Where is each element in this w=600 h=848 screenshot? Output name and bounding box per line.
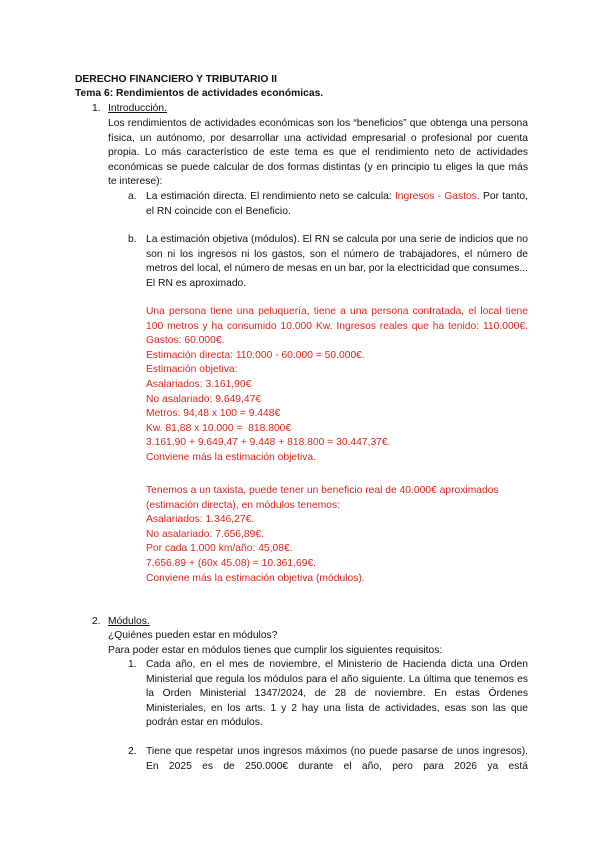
section-2-lead: Para poder estar en módulos tienes que cumplir los siguientes requisitos:: [108, 645, 443, 656]
example-1-employees: Asalariados: 3.161,90€: [146, 378, 252, 390]
example-1-direct-estimation: Estimación directa: 110.000 - 60.000 = 50.000€.: [146, 349, 365, 361]
example-1-meters: Metros: 94,48 x 100 = 9.448€: [146, 408, 281, 420]
example-2-non-employee: No asalariado: 7.656,89€.: [146, 528, 264, 540]
example-1: [146, 305, 528, 466]
item-a-marker: a.: [128, 191, 137, 202]
item-a-formula: Ingresos - Gastos.: [394, 191, 480, 202]
item-b-marker: b.: [128, 234, 137, 245]
example-1-statement: Una persona tiene una peluquería, tiene a una persona contratada, el local tiene 100 metros y ha consumido 10.000 Kw. Ingresos reales que ha tenido: 110.000€. Gastos: 60.000€.: [146, 306, 528, 347]
example-2-conclusion: Conviene más la estimación objetiva (módulos).: [146, 572, 365, 584]
document-title: DERECHO FINANCIERO Y TRIBUTARIO II: [75, 74, 277, 85]
item-b-text: La estimación objetiva (módulos). El RN se calcula por una serie de indicios que no son ni los ingresos ni los gastos, son el número de trabajadores, el número de metros del local, el número de mesas en un bar, por la electricidad que consumes... El RN es aproximado.: [146, 234, 528, 289]
example-1-conclusion: Conviene más la estimación objetiva.: [146, 451, 316, 463]
requirement-1-marker: 1.: [128, 659, 137, 670]
section-2-heading: Módulos.: [108, 616, 150, 627]
example-2-employees: Asalariados: 1.346,27€.: [146, 514, 255, 526]
requirement-2-marker: 2.: [128, 746, 137, 757]
section-1-number: 1.: [92, 103, 101, 114]
requirement-1-text: Cada año, en el mes de noviembre, el Ministerio de Hacienda dicta una Orden Ministerial que regula los módulos para el año siguiente. La última que tenemos es la Orden Ministerial 1347/2024, de 28 de noviembre. En estas Órdenes Ministeriales, en los arts. 1 y 2 hay una lista de actividades, esas son las que podrán estar en módulos.: [146, 659, 528, 729]
topic-title: Tema 6: Rendimientos de actividades económicas.: [75, 88, 324, 99]
item-a-text-after: Por tanto, el RN coincide con el Beneficio.: [146, 191, 528, 217]
section-2-question: ¿Quiénes pueden estar en módulos?: [108, 630, 278, 641]
example-2: [146, 484, 528, 586]
section-1-intro: Los rendimientos de actividades económicas son los “beneficios” que obtenga una persona física, un autónomo, por desarrollar una actividad empresarial o profesional por cuenta propia. Lo más característico de este tema es que el rendimiento neto de actividades económicas se puede calcular de dos formas distintas (y en principio tu eliges la que más te interese):: [108, 118, 528, 188]
section-2-number: 2.: [92, 616, 101, 627]
example-1-total: 3.161,90 + 9.649,47 + 9.448 + 818.800 = 30.447,37€.: [146, 437, 391, 449]
section-1-heading: Introducción.: [108, 103, 167, 114]
example-1-kw: Kw. 81,88 x 10.000 = 818.800€: [146, 422, 292, 434]
item-a-text: [146, 190, 528, 219]
example-1-objective-label: Estimación objetiva:: [146, 364, 238, 376]
example-2-per-km: Por cada 1.000 km/año: 45,08€.: [146, 543, 293, 555]
requirement-2-text: Tiene que respetar unos ingresos máximos (no puede pasarse de unos ingresos). En 2025 es de 250.000€ durante el año, pero para 2026 ya está: [146, 746, 528, 772]
example-2-statement: Tenemos a un taxista, puede tener un beneficio real de 40.000€ aproximados (estimación directa), en módulos tenemos:: [146, 485, 499, 511]
example-2-total: 7.656.89 + (60x 45.08) = 10.361,69€.: [146, 557, 317, 569]
item-a-text-before: La estimación directa. El rendimiento neto se calcula:: [146, 191, 392, 202]
example-1-non-employee: No asalariado: 9.649,47€: [146, 393, 262, 405]
